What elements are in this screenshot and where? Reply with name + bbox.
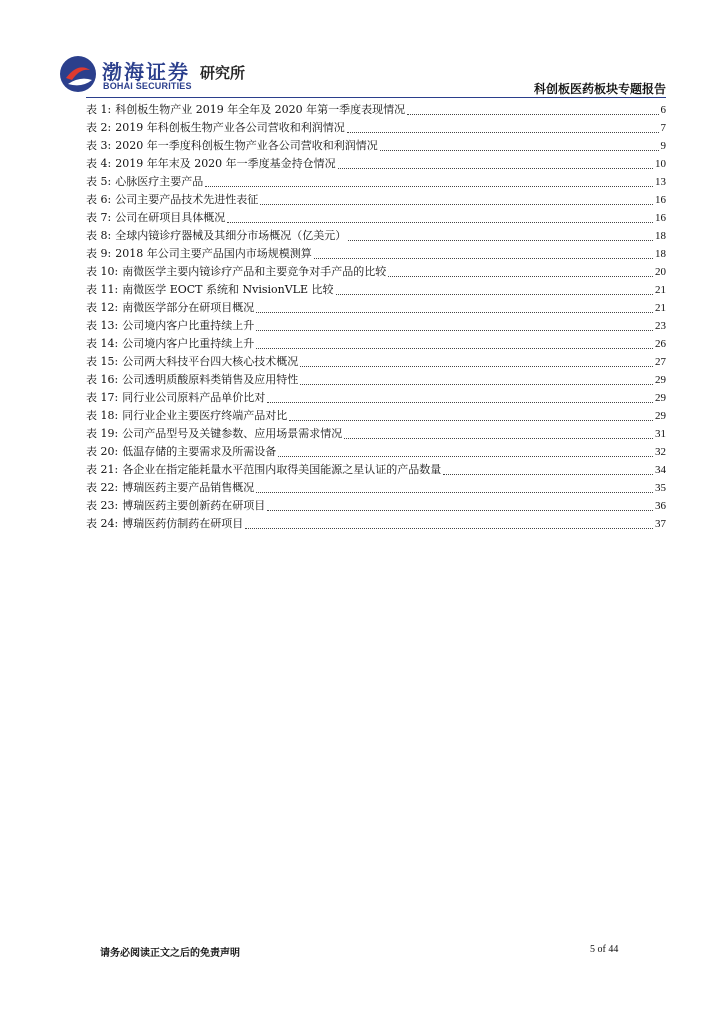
toc-entry-label: 表 21: xyxy=(86,463,119,476)
toc-entry-title: 2019 年年末及 2020 年一季度基金持仓情况 xyxy=(115,157,336,170)
toc-entry-title: 科创板生物产业 2019 年全年及 2020 年第一季度表现情况 xyxy=(115,103,406,116)
toc-entry-label: 表 10: xyxy=(86,265,119,278)
toc-entry-page: 27 xyxy=(655,356,666,368)
toc-entry[interactable] xyxy=(86,515,666,533)
toc-entry-title: 南微医学 EOCT 系统和 NvisionVLE 比较 xyxy=(122,283,334,296)
toc-entry[interactable] xyxy=(86,443,666,461)
toc-entry-leader xyxy=(260,203,653,205)
toc-entry-title: 同行业公司原料产品单价比对 xyxy=(122,391,266,404)
toc-entry-leader xyxy=(336,293,654,295)
toc-entry-label: 表 22: xyxy=(86,481,119,494)
toc-entry-leader xyxy=(314,257,653,259)
toc-entry-label: 表 2: xyxy=(86,121,112,134)
toc-entry-label: 表 24: xyxy=(86,517,119,530)
toc-entry-label: 表 11: xyxy=(86,283,119,296)
toc-entry-title: 公司透明质酸原料类销售及应用特性 xyxy=(122,373,299,386)
toc-entry-leader xyxy=(348,239,653,241)
toc-entry[interactable] xyxy=(86,137,666,155)
toc-entry-page: 21 xyxy=(655,302,666,314)
toc-entry-page: 10 xyxy=(655,158,666,170)
toc-entry[interactable] xyxy=(86,227,666,245)
toc-entry-leader xyxy=(245,527,653,529)
toc-entry-label: 表 3: xyxy=(86,139,112,152)
toc-entry-label: 表 18: xyxy=(86,409,119,422)
toc-entry[interactable] xyxy=(86,281,666,299)
toc-entry-page: 16 xyxy=(655,212,666,224)
toc-entry-title: 2020 年一季度科创板生物产业各公司营收和利润情况 xyxy=(115,139,378,152)
logo-department: 研究所 xyxy=(200,64,246,82)
report-title: 科创板医药板块专题报告 xyxy=(533,82,666,96)
toc-entry-title: 低温存储的主要需求及所需设备 xyxy=(122,445,277,458)
header-divider xyxy=(86,97,666,98)
toc-entry-label: 表 9: xyxy=(86,247,112,260)
toc-entry-label: 表 17: xyxy=(86,391,119,404)
toc-entry-title: 2019 年科创板生物产业各公司营收和利润情况 xyxy=(115,121,345,134)
toc-entry-leader xyxy=(407,113,658,115)
toc-entry-leader xyxy=(256,311,653,313)
toc-entry-label: 表 6: xyxy=(86,193,112,206)
toc-entry-page: 18 xyxy=(655,248,666,260)
toc-entry-page: 32 xyxy=(655,446,666,458)
toc-entry[interactable] xyxy=(86,119,666,137)
toc-entry-leader xyxy=(256,491,653,493)
toc-entry-page: 35 xyxy=(655,482,666,494)
toc-entry-label: 表 23: xyxy=(86,499,119,512)
toc-entry-page: 16 xyxy=(655,194,666,206)
toc-entry-title: 2018 年公司主要产品国内市场规模测算 xyxy=(115,247,312,260)
toc-entry-label: 表 12: xyxy=(86,301,119,314)
toc-entry-label: 表 19: xyxy=(86,427,119,440)
toc-entry-title: 同行业企业主要医疗终端产品对比 xyxy=(122,409,288,422)
footer-disclaimer: 请务必阅读正文之后的免责声明 xyxy=(100,948,240,959)
toc-entry[interactable] xyxy=(86,191,666,209)
toc-entry-label: 表 4: xyxy=(86,157,112,170)
toc-entry[interactable] xyxy=(86,371,666,389)
toc-entry-leader xyxy=(338,167,653,169)
toc-entry[interactable] xyxy=(86,389,666,407)
toc-entry-leader xyxy=(256,329,653,331)
toc-entry-title: 公司产品型号及关键参数、应用场景需求情况 xyxy=(122,427,343,440)
toc-entry-page: 31 xyxy=(655,428,666,440)
toc-entry-title: 公司在研项目具体概况 xyxy=(115,211,226,224)
toc-entry-leader xyxy=(267,509,653,511)
toc-entry-page: 29 xyxy=(655,410,666,422)
toc-entry[interactable] xyxy=(86,497,666,515)
bohai-logo xyxy=(58,54,258,94)
toc-entry-page: 29 xyxy=(655,392,666,404)
toc-entry-leader xyxy=(278,455,653,457)
footer-page-number: 5 of 44 xyxy=(590,944,619,955)
table-of-figures xyxy=(86,101,666,533)
toc-entry-page: 13 xyxy=(655,176,666,188)
toc-entry-title: 心脉医疗主要产品 xyxy=(115,175,204,188)
toc-entry-label: 表 13: xyxy=(86,319,119,332)
toc-entry-leader xyxy=(289,419,653,421)
toc-entry-page: 21 xyxy=(655,284,666,296)
toc-entry-title: 公司境内客户比重持续上升 xyxy=(122,319,255,332)
toc-entry[interactable] xyxy=(86,479,666,497)
toc-entry[interactable] xyxy=(86,425,666,443)
toc-entry[interactable] xyxy=(86,209,666,227)
logo-chinese-name: 渤海证券 xyxy=(102,60,190,84)
toc-entry-leader xyxy=(443,473,653,475)
toc-entry[interactable] xyxy=(86,155,666,173)
toc-entry-page: 9 xyxy=(660,140,666,152)
toc-entry-title: 博瑞医药主要创新药在研项目 xyxy=(122,499,266,512)
toc-entry-page: 26 xyxy=(655,338,666,350)
toc-entry-page: 7 xyxy=(660,122,666,134)
toc-entry[interactable] xyxy=(86,461,666,479)
toc-entry[interactable] xyxy=(86,299,666,317)
toc-entry-leader xyxy=(256,347,653,349)
toc-entry-title: 公司境内客户比重持续上升 xyxy=(122,337,255,350)
toc-entry-title: 公司两大科技平台四大核心技术概况 xyxy=(122,355,299,368)
toc-entry-label: 表 7: xyxy=(86,211,112,224)
toc-entry-page: 6 xyxy=(660,104,666,116)
toc-entry-page: 37 xyxy=(655,518,666,530)
toc-entry[interactable] xyxy=(86,245,666,263)
toc-entry-label: 表 14: xyxy=(86,337,119,350)
toc-entry-title: 公司主要产品技术先进性表征 xyxy=(115,193,259,206)
toc-entry-page: 23 xyxy=(655,320,666,332)
bohai-logo-icon xyxy=(58,54,98,94)
toc-entry-label: 表 8: xyxy=(86,229,112,242)
toc-entry-leader xyxy=(205,185,653,187)
toc-entry-leader xyxy=(300,383,653,385)
toc-entry-page: 36 xyxy=(655,500,666,512)
toc-entry-leader xyxy=(227,221,653,223)
toc-entry-leader xyxy=(388,275,653,277)
toc-entry-leader xyxy=(347,131,659,133)
toc-entry-label: 表 16: xyxy=(86,373,119,386)
toc-entry-leader xyxy=(267,401,653,403)
toc-entry-title: 博瑞医药主要产品销售概况 xyxy=(122,481,255,494)
toc-entry[interactable] xyxy=(86,263,666,281)
toc-entry-label: 表 20: xyxy=(86,445,119,458)
toc-entry-leader xyxy=(300,365,653,367)
toc-entry-page: 34 xyxy=(655,464,666,476)
toc-entry-title: 南微医学主要内镜诊疗产品和主要竞争对手产品的比较 xyxy=(122,265,387,278)
toc-entry[interactable] xyxy=(86,335,666,353)
toc-entry-page: 29 xyxy=(655,374,666,386)
toc-entry-label: 表 1: xyxy=(86,103,112,116)
toc-entry-title: 全球内镜诊疗器械及其细分市场概况（亿美元） xyxy=(115,229,347,242)
toc-entry-leader xyxy=(380,149,659,151)
toc-entry-label: 表 15: xyxy=(86,355,119,368)
toc-entry[interactable] xyxy=(86,353,666,371)
toc-entry-leader xyxy=(344,437,653,439)
logo-english-name: BOHAI SECURITIES xyxy=(103,81,192,91)
toc-entry[interactable] xyxy=(86,101,666,119)
toc-entry-page: 20 xyxy=(655,266,666,278)
toc-entry-title: 南微医学部分在研项目概况 xyxy=(122,301,255,314)
toc-entry[interactable] xyxy=(86,407,666,425)
toc-entry-page: 18 xyxy=(655,230,666,242)
toc-entry-title: 各企业在指定能耗量水平范围内取得美国能源之星认证的产品数量 xyxy=(122,463,442,476)
toc-entry-title: 博瑞医药仿制药在研项目 xyxy=(122,517,244,530)
toc-entry[interactable] xyxy=(86,317,666,335)
toc-entry-label: 表 5: xyxy=(86,175,112,188)
toc-entry[interactable] xyxy=(86,173,666,191)
